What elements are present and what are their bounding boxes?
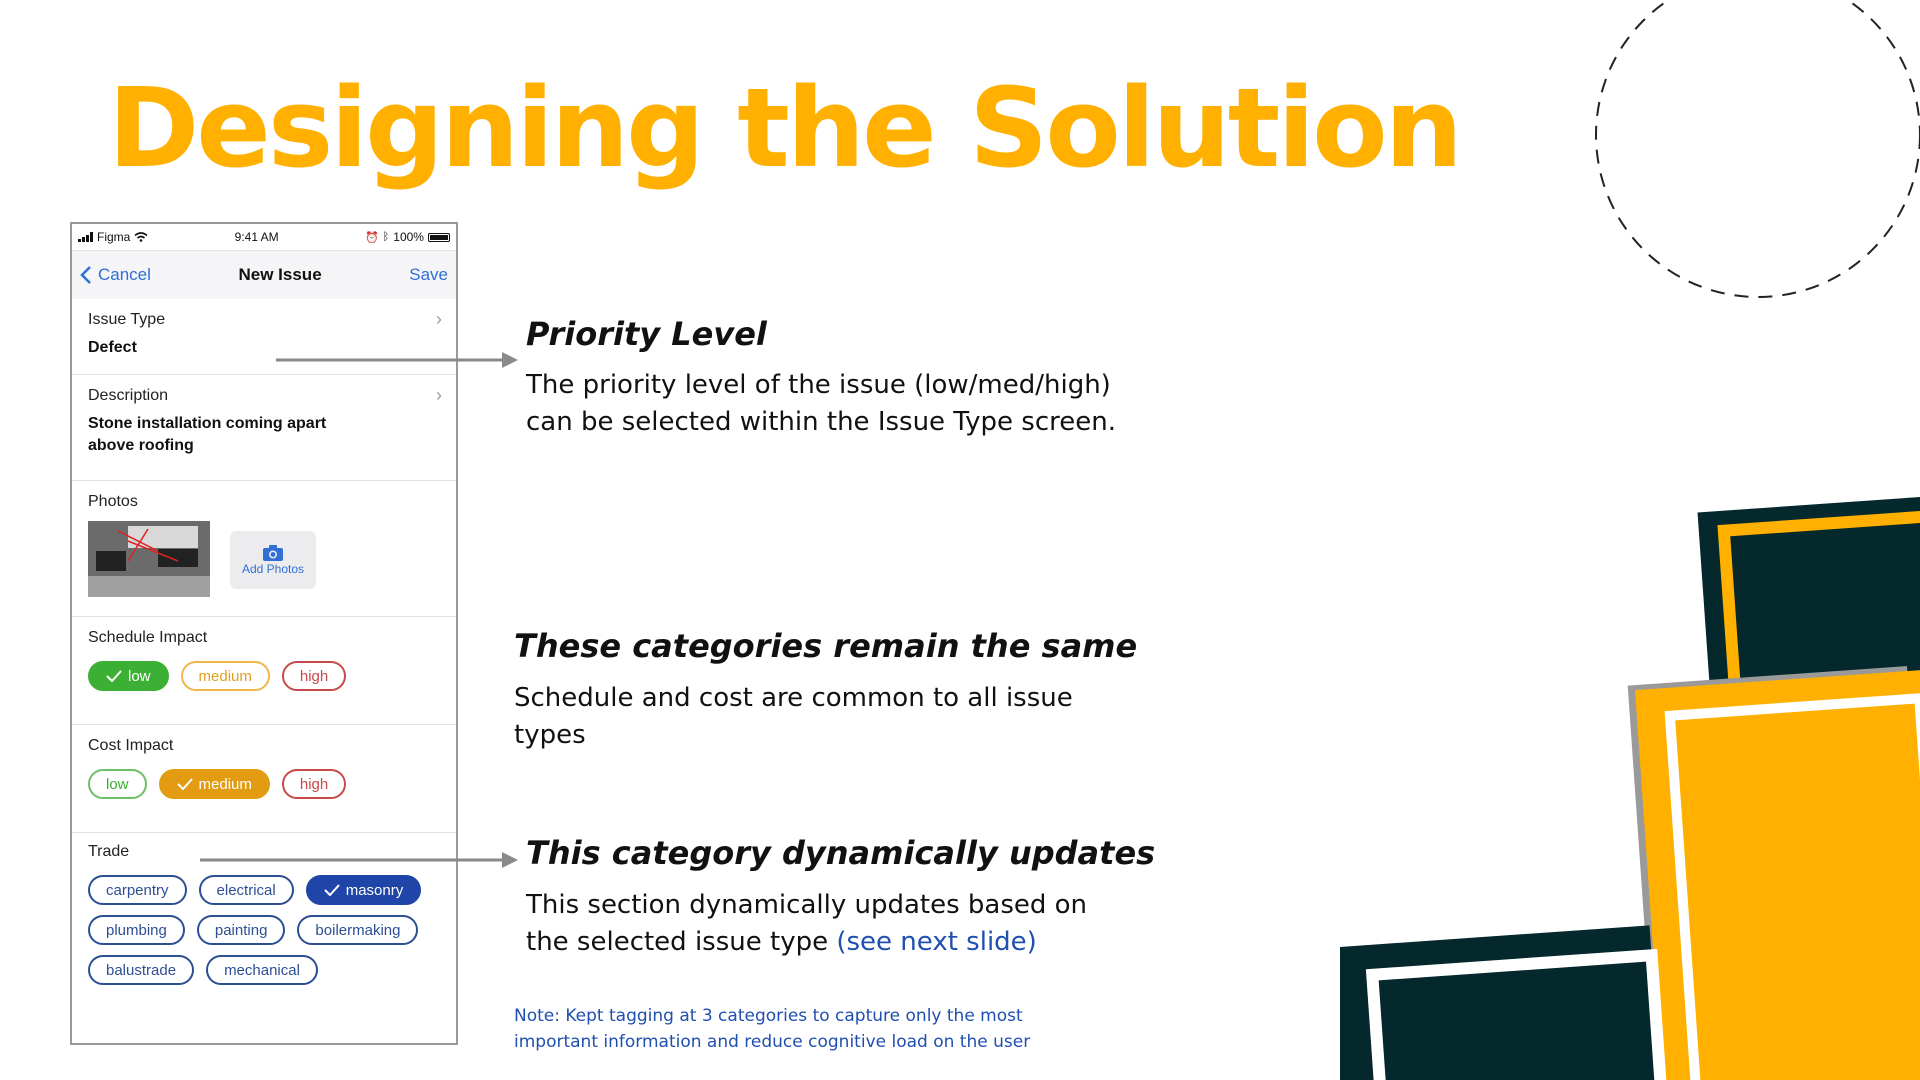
trade-chip-plumbing[interactable]: plumbing (88, 915, 185, 945)
photos-section (72, 481, 456, 617)
trade-chip-balustrade[interactable]: balustrade (88, 955, 194, 985)
chevron-left-icon (80, 265, 92, 285)
dynamic-heading: This category dynamically updates (526, 834, 1156, 872)
dynamic-line2 (526, 924, 1087, 961)
schedule-chip-high[interactable]: high (282, 661, 346, 691)
issue-type-value: Defect (88, 339, 137, 356)
schedule-chip-low-label: low (128, 667, 151, 685)
alarm-icon: ⏰ (364, 231, 379, 244)
dashed-circle-decoration (1555, 0, 1920, 320)
cost-impact-label: Cost Impact (88, 737, 174, 754)
phone-mockup (70, 222, 458, 1045)
slide-title: Designing the Solution (108, 64, 1460, 192)
cost-impact-section (72, 725, 456, 833)
photo-thumbnail[interactable] (88, 521, 210, 597)
carrier-label: Figma (97, 230, 131, 244)
description-row[interactable] (72, 375, 456, 481)
add-photos-button[interactable] (230, 531, 316, 589)
description-value-line1: Stone installation coming apart (88, 415, 327, 432)
same-line2: types (514, 720, 586, 750)
bluetooth-icon: ᛒ (382, 231, 390, 243)
trade-label: Trade (88, 843, 130, 860)
cancel-button[interactable] (80, 265, 151, 285)
photos-label: Photos (88, 493, 138, 510)
chevron-right-icon: › (436, 309, 442, 329)
check-icon (177, 778, 193, 790)
same-body (514, 680, 1073, 754)
chevron-right-icon: › (436, 385, 442, 405)
issue-type-label: Issue Type (88, 311, 166, 328)
trade-chip-painting[interactable]: painting (197, 915, 286, 945)
footnote-line2: important information and reduce cognitive load on the user (514, 1032, 1031, 1052)
signal-icon (78, 232, 93, 242)
schedule-chip-low[interactable] (88, 661, 169, 691)
wifi-icon (134, 232, 148, 242)
save-button[interactable]: Save (409, 265, 448, 284)
description-value-line2: above roofing (88, 437, 194, 454)
cancel-label: Cancel (98, 265, 151, 284)
footnote (514, 1003, 1030, 1055)
battery-icon (428, 233, 450, 242)
trade-chip-boilermaking[interactable]: boilermaking (297, 915, 418, 945)
camera-icon (262, 544, 284, 562)
trade-chip-mechanical[interactable]: mechanical (206, 955, 318, 985)
cost-chip-medium[interactable] (159, 769, 270, 799)
footnote-line1: Note: Kept tagging at 3 categories to capture only the most (514, 1006, 1023, 1026)
arrow-priority (276, 350, 520, 370)
see-next-slide-link[interactable]: (see next slide) (836, 927, 1037, 957)
status-time: 9:41 AM (234, 230, 279, 244)
photo-annotation-lines (88, 521, 210, 597)
priority-heading: Priority Level (526, 315, 767, 353)
dynamic-line2-text: the selected issue type (526, 927, 837, 957)
nav-bar (72, 251, 456, 299)
screen-title: New Issue (238, 265, 322, 284)
priority-line1: The priority level of the issue (low/med/high) (526, 370, 1111, 400)
same-line1: Schedule and cost are common to all issue (514, 683, 1073, 713)
cost-chip-medium-label: medium (198, 775, 252, 793)
schedule-impact-section (72, 617, 456, 725)
dynamic-line1: This section dynamically updates based on (526, 890, 1088, 920)
battery-label: 100% (393, 230, 424, 244)
priority-line2: can be selected within the Issue Type screen. (526, 407, 1116, 437)
status-bar (72, 224, 456, 251)
cost-chip-low[interactable]: low (88, 769, 147, 799)
cost-chip-high[interactable]: high (282, 769, 346, 799)
trade-chip-carpentry[interactable]: carpentry (88, 875, 187, 905)
trade-chip-electrical[interactable]: electrical (199, 875, 294, 905)
trade-chip-masonry-label: masonry (345, 881, 404, 899)
check-icon (324, 884, 340, 896)
priority-body (526, 367, 1116, 441)
dynamic-body (526, 887, 1087, 961)
add-photos-label: Add Photos (241, 562, 305, 576)
check-icon (106, 670, 122, 682)
arrow-trade (200, 850, 520, 870)
schedule-impact-label: Schedule Impact (88, 629, 208, 646)
same-heading: These categories remain the same (514, 627, 1138, 665)
trade-chip-masonry[interactable] (306, 875, 422, 905)
stacked-squares-decoration (1340, 490, 1920, 1080)
description-label: Description (88, 387, 169, 404)
schedule-chip-medium[interactable]: medium (181, 661, 270, 691)
